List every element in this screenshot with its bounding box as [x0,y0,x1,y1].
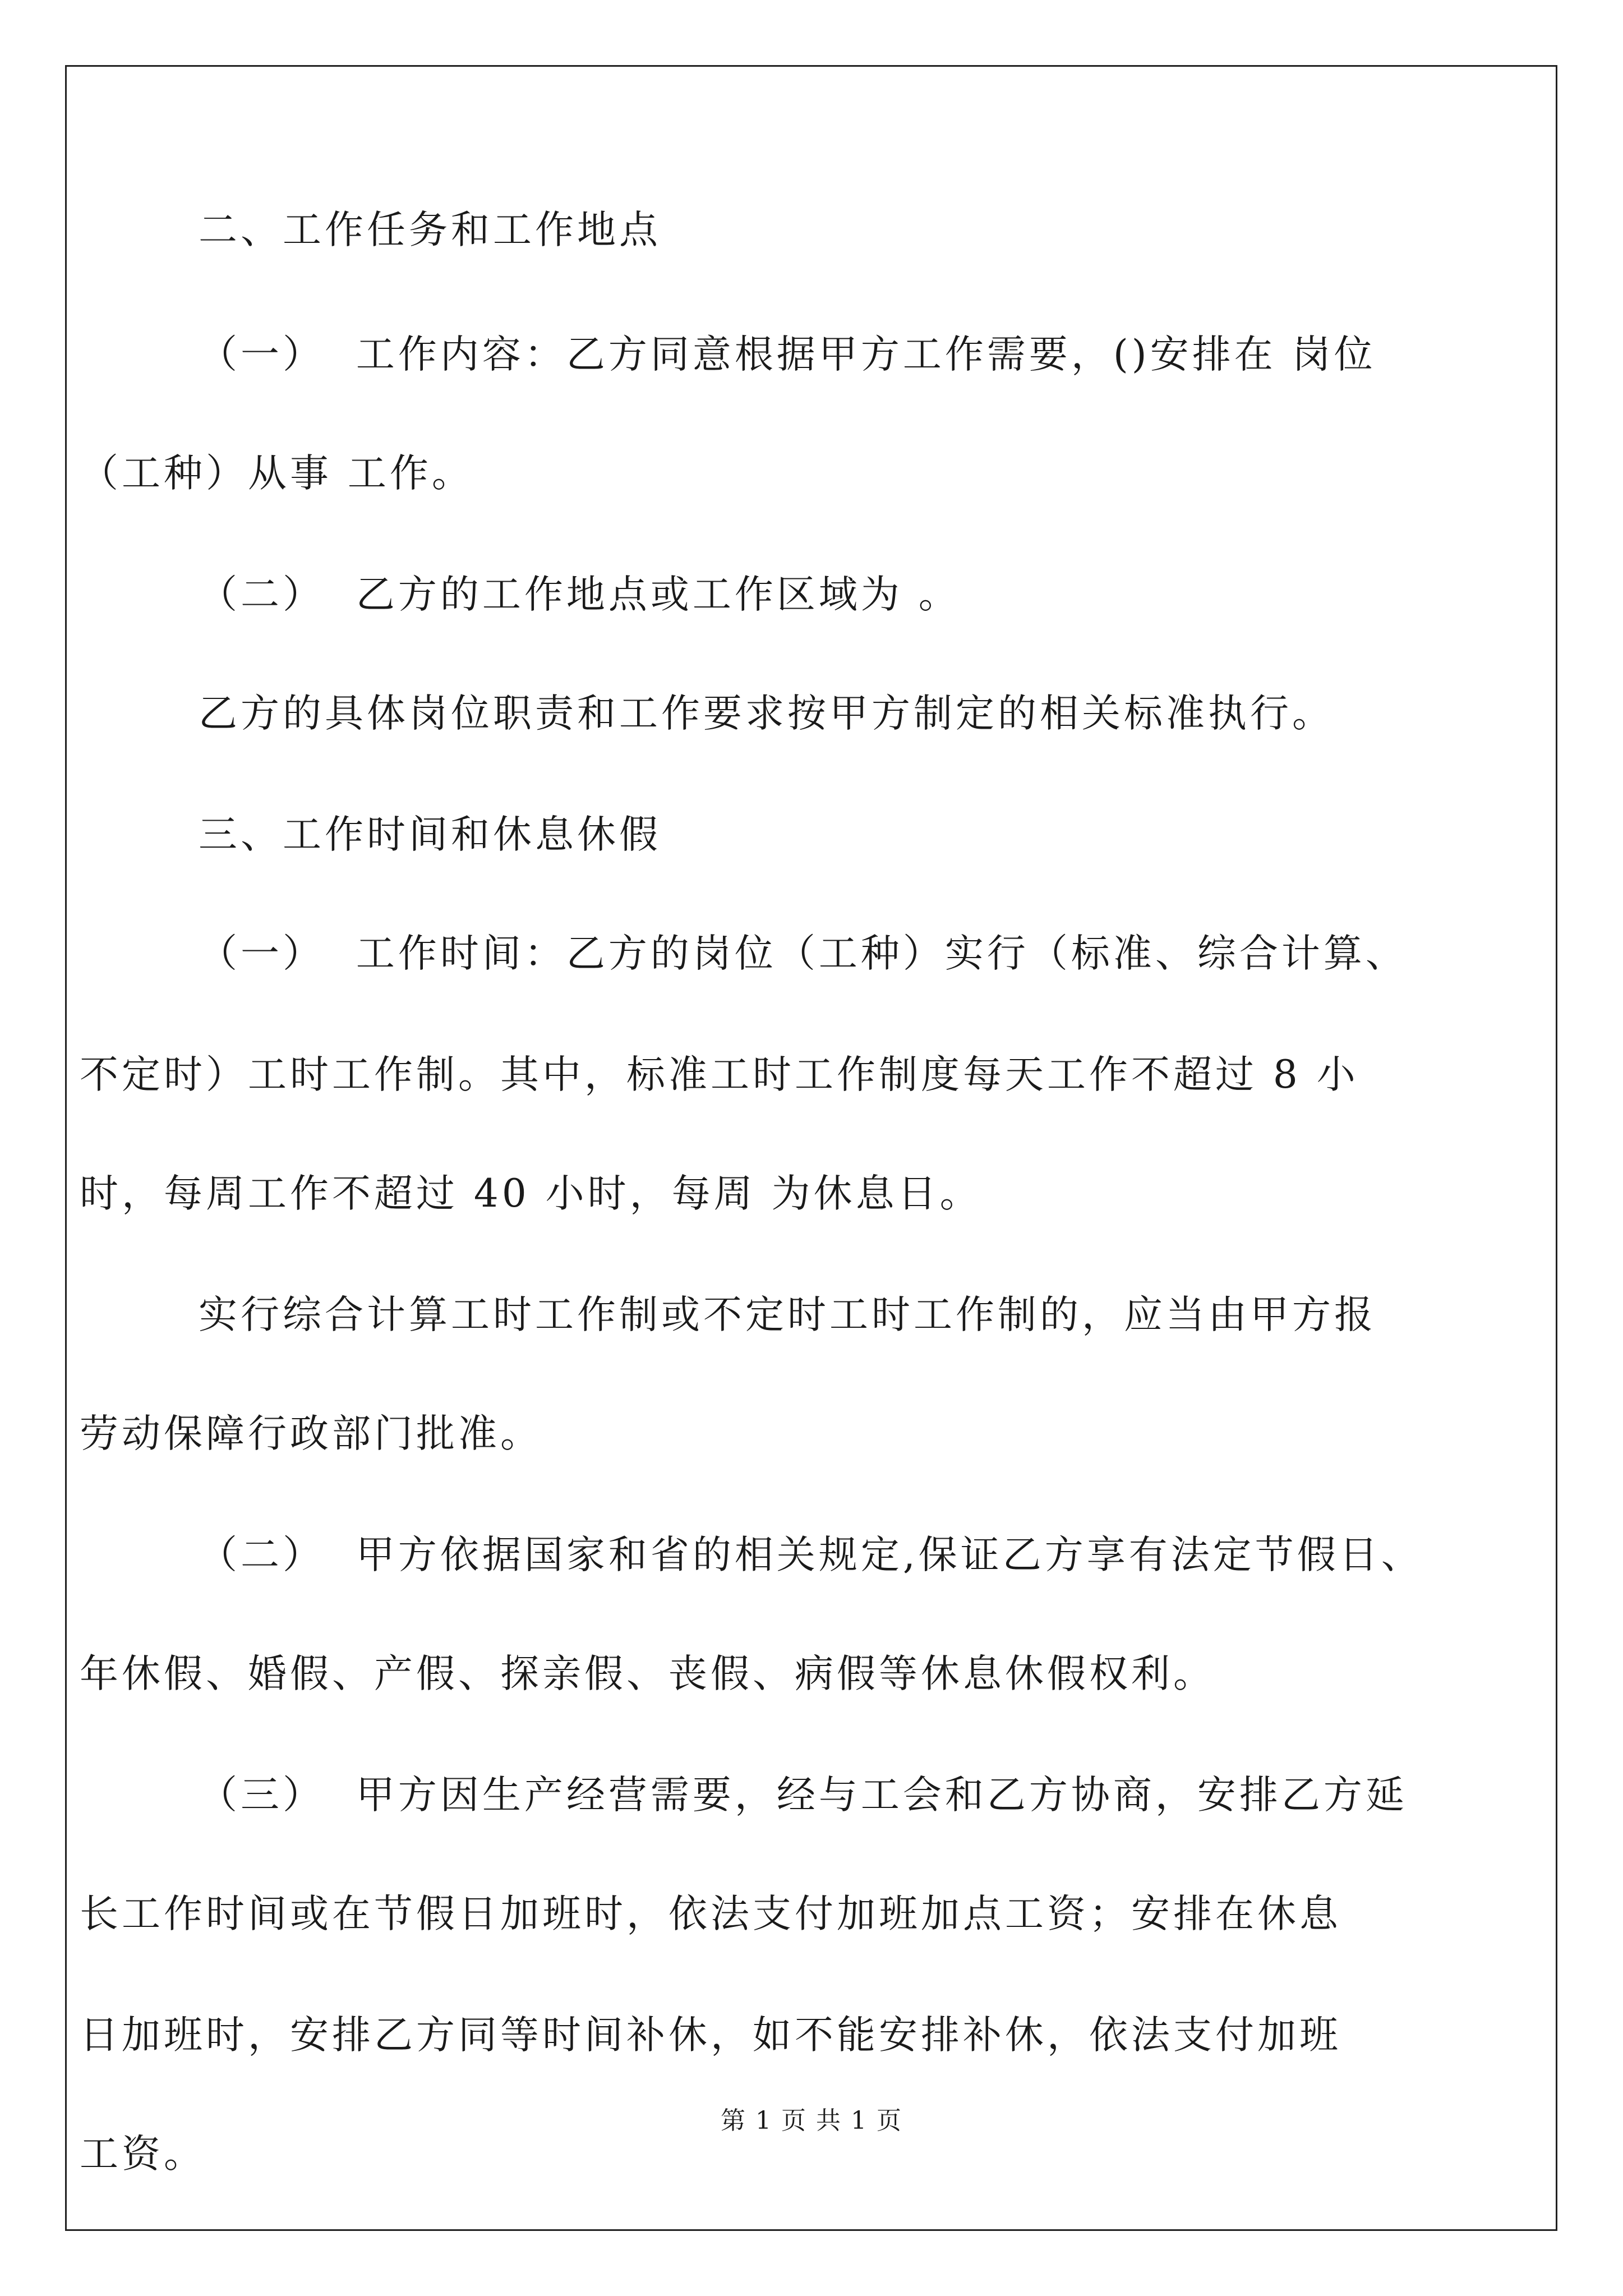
paragraph-line: 时，每周工作不超过 40 小时，每周 为休息日。 [80,1171,982,1216]
paragraph-line: 日加班时，安排乙方同等时间补休，如不能安排补休，依法支付加班 [80,2013,1341,2058]
paragraph-line: （一） 工作时间：乙方的岗位（工种）实行（标准、综合计算、 [199,931,1408,976]
page-footer: 第 1 页 共 1 页 [721,2106,902,2135]
paragraph-line: （二） 甲方依据国家和省的相关规定,保证乙方享有法定节假日、 [199,1533,1423,1577]
paragraph-line: 实行综合计算工时工作制或不定时工时工作制的，应当由甲方报 [199,1292,1376,1337]
paragraph-line: 乙方的具体岗位职责和工作要求按甲方制定的相关标准执行。 [199,691,1334,736]
paragraph-line: （三） 甲方因生产经营需要，经与工会和乙方协商，安排乙方延 [199,1773,1408,1818]
section-heading-2: 二、工作任务和工作地点 [199,208,661,252]
paragraph-line: （一） 工作内容：乙方同意根据甲方工作需要，()安排在 岗位 [199,332,1376,377]
section-heading-3: 三、工作时间和休息休假 [199,812,661,857]
paragraph-line: 劳动保障行政部门批准。 [80,1411,542,1456]
paragraph-line: （二） 乙方的工作地点或工作区域为 。 [199,572,961,617]
paragraph-line: （工种）从事 工作。 [80,451,474,496]
paragraph-line: 长工作时间或在节假日加班时，依法支付加班加点工资；安排在休息 [80,1892,1341,1936]
paragraph-line: 年休假、婚假、产假、探亲假、丧假、病假等休息休假权利。 [80,1651,1215,1696]
paragraph-line: 不定时）工时工作制。其中，标准工时工作制度每天工作不超过 8 小 [80,1052,1359,1097]
paragraph-line: 工资。 [80,2132,206,2177]
